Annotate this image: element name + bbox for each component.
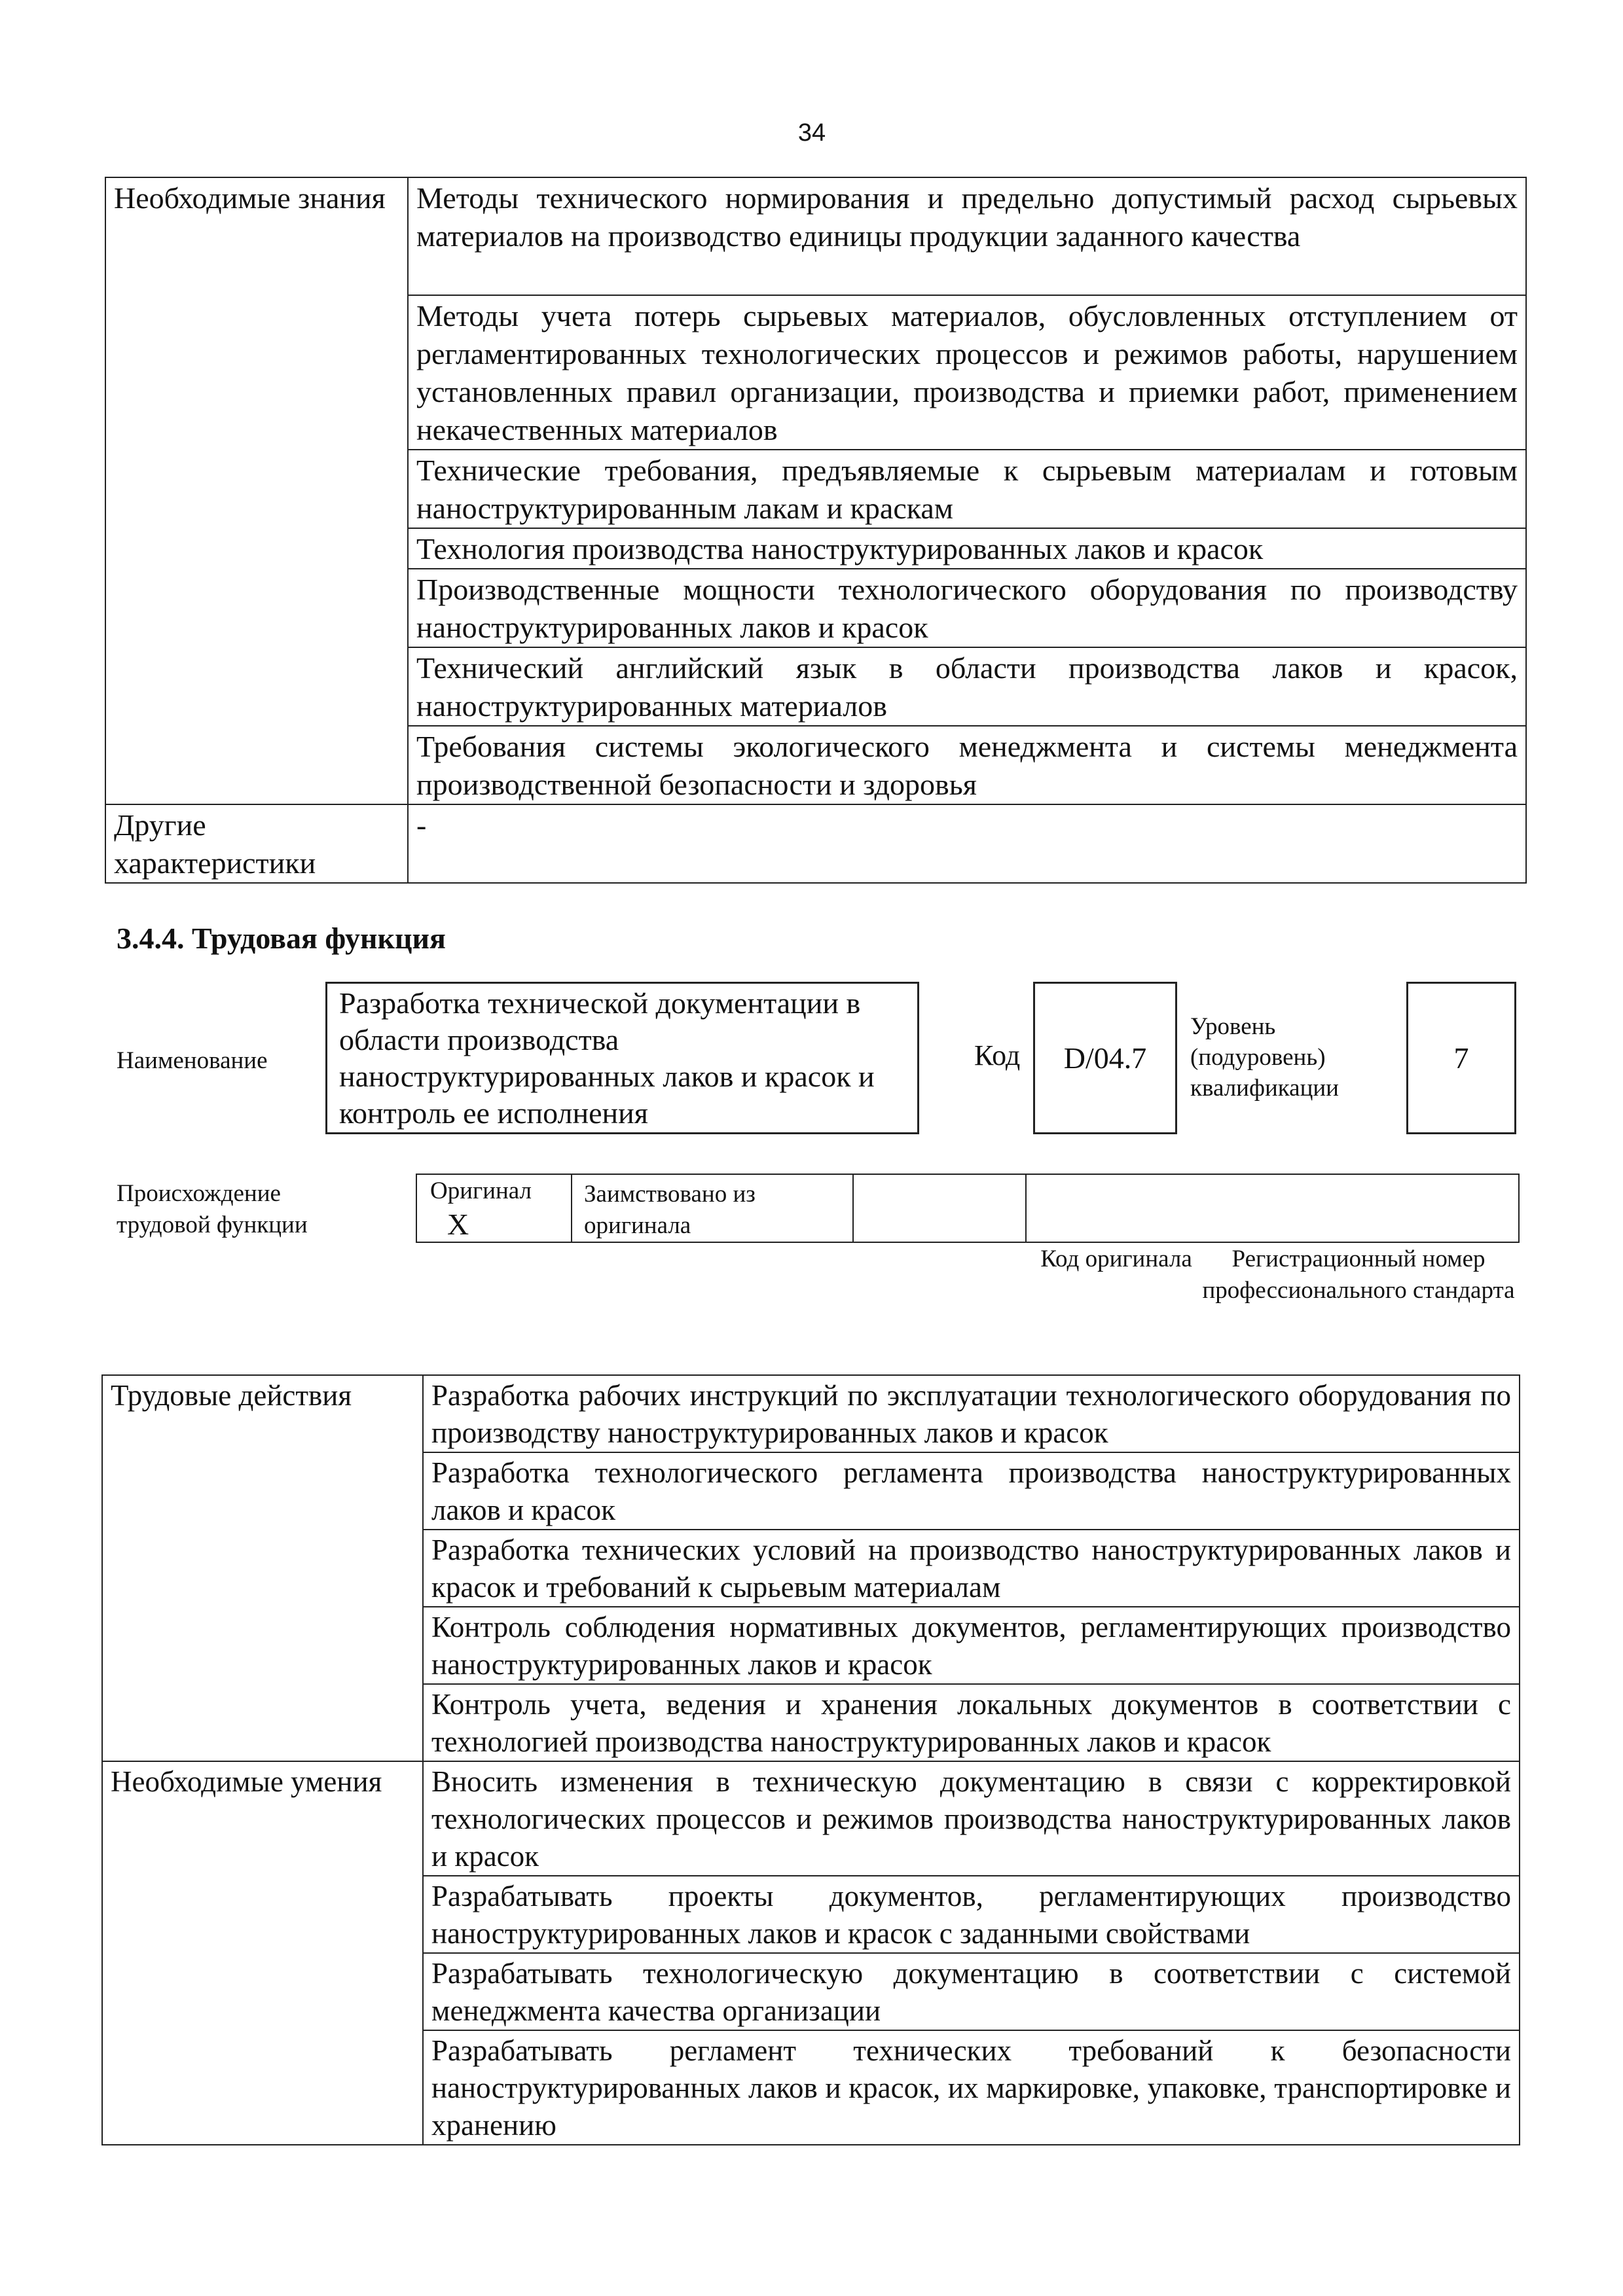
action-item: Контроль соблюдения нормативных документов, регламентирующих производство наноструктурированных лаков и красок — [423, 1607, 1520, 1684]
skill-item: Вносить изменения в техническую документацию в связи с корректировкой технологических процессов и режимов производства наноструктурированных лаков и красок — [423, 1761, 1520, 1876]
name-label: Наименование — [117, 1047, 268, 1074]
action-item: Разработка рабочих инструкций по эксплуатации технологического оборудования по производству наноструктурированных лаков и красок — [423, 1375, 1520, 1452]
origin-mark: X — [447, 1207, 469, 1241]
action-item: Разработка технологического регламента производства наноструктурированных лаков и красок — [423, 1452, 1520, 1530]
origin-table — [416, 1174, 1520, 1243]
action-item: Разработка технических условий на производство наноструктурированных лаков и красок и требований к сырьевым материалам — [423, 1530, 1520, 1607]
knowledge-item: Методы учета потерь сырьевых материалов, обусловленных отступлением от регламентированных технологических процессов и режимов работы, нарушением установленных правил организации, производства и приемки работ, применением некачественных материалов — [408, 295, 1526, 450]
table-row — [102, 1375, 1520, 1452]
row-label-actions: Трудовые действия — [102, 1375, 423, 1761]
skill-item: Разрабатывать технологическую документацию в соответствии с системой менеджмента качества организации — [423, 1953, 1520, 2030]
level-value: 7 — [1453, 1041, 1469, 1075]
section-title: 3.4.4. Трудовая функция — [117, 922, 446, 955]
level-box — [1406, 982, 1516, 1134]
action-item: Контроль учета, ведения и хранения локальных документов в соответствии с технологией производства наноструктурированных лаков и красок — [423, 1684, 1520, 1761]
page-number: 34 — [797, 119, 826, 147]
knowledge-item: Технология производства наноструктурированных лаков и красок — [408, 528, 1526, 569]
origin-label: Происхождение трудовой функции — [117, 1180, 308, 1238]
skill-item: Разрабатывать проекты документов, регламентирующих производство наноструктурированных лаков и красок с заданными свойствами — [423, 1876, 1520, 1953]
origin-original-label: Оригинал — [430, 1177, 532, 1204]
table-row — [105, 804, 1526, 883]
table-row — [105, 177, 1526, 295]
knowledge-item: Методы технического нормирования и предельно допустимый расход сырьевых материалов на производство единицы продукции заданного качества — [408, 177, 1526, 295]
table-row — [102, 1761, 1520, 1876]
knowledge-item: Технический английский язык в области производства лаков и красок, наноструктурированных материалов — [408, 647, 1526, 726]
actions-table — [101, 1374, 1520, 2145]
origin-original-cell — [416, 1174, 572, 1242]
level-label: Уровень (подуровень) квалификации — [1190, 1013, 1339, 1102]
other-item: - — [408, 804, 1526, 883]
origin-code-caption: Код оригинала — [1040, 1246, 1192, 1272]
skill-item: Разрабатывать регламент технических требований к безопасности наноструктурированных лаков и красок, их маркировке, упаковке, транспортировке и хранению — [423, 2030, 1520, 2145]
row-label-knowledge: Необходимые знания — [105, 177, 408, 804]
origin-reg-caption: Регистрационный номер профессионального стандарта — [1202, 1246, 1515, 1304]
origin-reg-cell — [1026, 1174, 1519, 1242]
row-label-skills: Необходимые умения — [102, 1761, 423, 2145]
row-label-other: Другие характеристики — [105, 804, 408, 883]
knowledge-table — [105, 177, 1527, 884]
origin-borrowed-cell: Заимствовано из оригинала — [572, 1174, 853, 1242]
knowledge-item: Производственные мощности технологического оборудования по производству наноструктурированных лаков и красок — [408, 569, 1526, 647]
code-box — [1033, 982, 1177, 1134]
function-name-box: Разработка технической документации в области производства наноструктурированных лаков и красок и контроль ее исполнения — [325, 982, 919, 1134]
code-label: Код — [974, 1039, 1021, 1071]
code-value: D/04.7 — [1063, 1041, 1147, 1075]
origin-code-cell — [853, 1174, 1026, 1242]
knowledge-item: Требования системы экологического менеджмента и системы менеджмента производственной безопасности и здоровья — [408, 726, 1526, 804]
knowledge-item: Технические требования, предъявляемые к сырьевым материалам и готовым наноструктурированным лакам и краскам — [408, 450, 1526, 528]
